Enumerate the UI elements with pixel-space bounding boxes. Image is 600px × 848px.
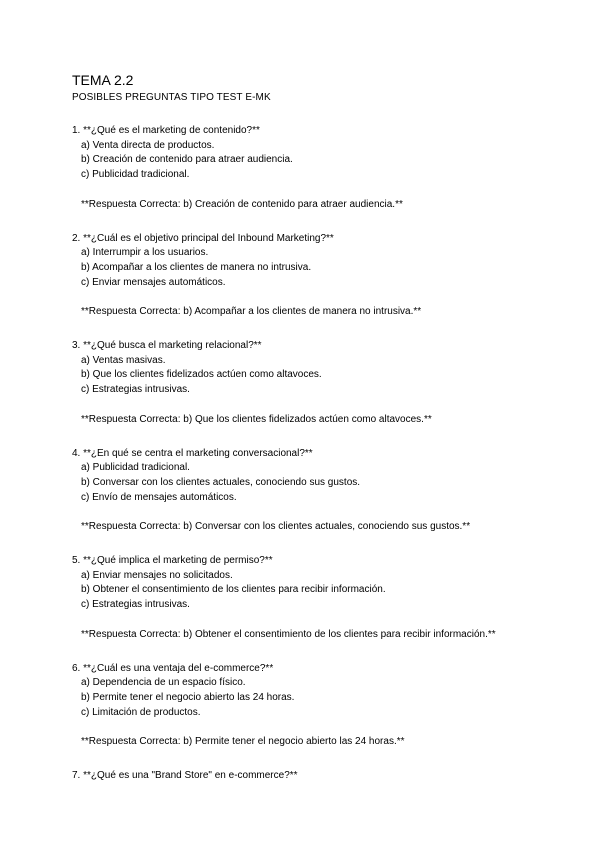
question-2 bbox=[72, 232, 532, 321]
option-b: b) Obtener el consentimiento de los clientes para recibir información. bbox=[81, 584, 386, 596]
option-a: a) Ventas masivas. bbox=[81, 354, 166, 366]
question-text: 6. **¿Cuál es una ventaja del e-commerce?** bbox=[72, 662, 274, 674]
correct-answer: **Respuesta Correcta: b) Permite tener el negocio abierto las 24 horas.** bbox=[81, 736, 405, 748]
option-c: c) Envío de mensajes automáticos. bbox=[81, 491, 237, 503]
option-a: a) Publicidad tradicional. bbox=[81, 462, 190, 474]
correct-answer: **Respuesta Correcta: b) Obtener el consentimiento de los clientes para recibir información.** bbox=[81, 628, 496, 640]
correct-answer: **Respuesta Correcta: b) Creación de contenido para atraer audiencia.** bbox=[81, 198, 403, 210]
option-b: b) Acompañar a los clientes de manera no intrusiva. bbox=[81, 261, 312, 273]
document-page bbox=[72, 71, 532, 784]
question-text: 3. **¿Qué busca el marketing relacional?** bbox=[72, 340, 262, 352]
question-4 bbox=[72, 447, 532, 536]
option-c: c) Limitación de productos. bbox=[81, 706, 201, 718]
option-c: c) Enviar mensajes automáticos. bbox=[81, 276, 226, 288]
page-subtitle: POSIBLES PREGUNTAS TIPO TEST E-MK bbox=[72, 92, 271, 103]
option-a: a) Enviar mensajes no solicitados. bbox=[81, 569, 233, 581]
question-text: 1. **¿Qué es el marketing de contenido?** bbox=[72, 125, 260, 136]
correct-answer: **Respuesta Correcta: b) Conversar con los clientes actuales, conociendo sus gustos.** bbox=[81, 521, 471, 533]
correct-answer: **Respuesta Correcta: b) Que los clientes fidelizados actúen como altavoces.** bbox=[81, 413, 432, 425]
option-b: b) Conversar con los clientes actuales, conociendo sus gustos. bbox=[81, 476, 361, 488]
option-a: a) Interrumpir a los usuarios. bbox=[81, 247, 209, 259]
question-6 bbox=[72, 662, 532, 751]
question-3 bbox=[72, 339, 532, 428]
option-c: c) Publicidad tradicional. bbox=[81, 169, 190, 181]
option-a: a) Dependencia de un espacio físico. bbox=[81, 677, 246, 689]
page-title: TEMA 2.2 bbox=[72, 72, 134, 88]
option-b: b) Que los clientes fidelizados actúen como altavoces. bbox=[81, 369, 322, 381]
option-b: b) Permite tener el negocio abierto las 24 horas. bbox=[81, 691, 295, 703]
question-text: 7. **¿Qué es una "Brand Store" en e-commerce?** bbox=[72, 770, 298, 782]
question-7 bbox=[72, 769, 532, 784]
option-c: c) Estrategias intrusivas. bbox=[81, 599, 190, 611]
option-c: c) Estrategias intrusivas. bbox=[81, 384, 190, 396]
question-5 bbox=[72, 554, 532, 643]
question-text: 2. **¿Cuál es el objetivo principal del Inbound Marketing?** bbox=[72, 232, 334, 244]
question-1 bbox=[72, 124, 532, 213]
option-a: a) Venta directa de productos. bbox=[81, 139, 215, 151]
question-text: 4. **¿En qué se centra el marketing conversacional?** bbox=[72, 447, 313, 459]
question-text: 5. **¿Qué implica el marketing de permiso?** bbox=[72, 555, 273, 567]
option-b: b) Creación de contenido para atraer audiencia. bbox=[81, 154, 293, 166]
correct-answer: **Respuesta Correcta: b) Acompañar a los clientes de manera no intrusiva.** bbox=[81, 306, 422, 318]
